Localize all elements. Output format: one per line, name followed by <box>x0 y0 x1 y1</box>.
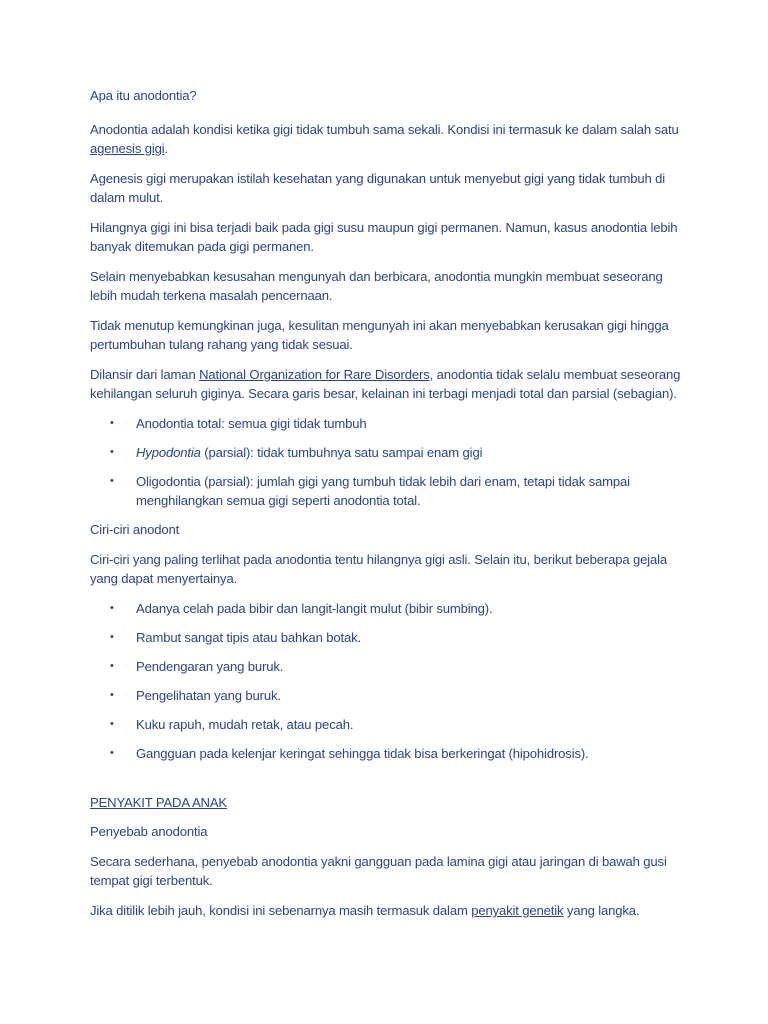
paragraph-nord-end: , anodontia tidak selalu membuat seseorang kehilangan seluruh giginya. Secara garis besar, kelainan ini terbagi menjadi total dan parsial (sebagian). <box>90 367 681 401</box>
hypodontia-desc: (parsial): tidak tumbuhnya satu sampai enam gigi <box>200 445 483 460</box>
paragraph-definition-end: . <box>164 141 168 156</box>
heading-cause: Penyebab anodontia <box>90 824 208 839</box>
paragraph-effects: Selain menyebabkan kesusahan mengunyah dan berbicara, anodontia mungkin membuat seseorang lebih mudah terkena masalah pencernaan. <box>90 269 663 303</box>
agenesis-gigi-link[interactable]: agenesis gigi <box>90 141 165 156</box>
paragraph-definition <box>90 120 690 158</box>
paragraph-definition-text: Anodontia adalah kondisi ketika gigi tidak tumbuh sama sekali. Kondisi ini termasuk ke dalam salah satu <box>90 122 679 137</box>
list-item: • Pengelihatan yang buruk. <box>90 686 690 705</box>
list-item: • Rambut sangat tipis atau bahkan botak. <box>90 628 690 647</box>
nord-link[interactable]: National Organization for Rare Disorders <box>199 367 430 382</box>
paragraph-cause: Secara sederhana, penyebab anodontia yakni gangguan pada lamina gigi atau jaringan di bawah gusi tempat gigi terbentuk. <box>90 854 667 888</box>
paragraph-nord-start: Dilansir dari laman <box>90 367 200 382</box>
hypodontia-term: Hypodontia <box>136 445 201 460</box>
paragraph-signs-intro: Ciri-ciri yang paling terlihat pada anodontia tentu hilangnya gigi asli. Selain itu, berikut beberapa gejala yang dapat menyertainya. <box>90 552 668 586</box>
list-item: • Kuku rapuh, mudah retak, atau pecah. <box>90 715 690 734</box>
list-item <box>90 443 690 462</box>
document-page <box>90 86 690 920</box>
paragraph-genetic-end: yang langka. <box>563 903 640 918</box>
heading-what-is-anodontia: Apa itu anodontia? <box>90 88 197 103</box>
penyakit-genetik-link[interactable]: penyakit genetik <box>471 903 564 918</box>
section-link-penyakit-pada-anak[interactable]: PENYAKIT PADA ANAK <box>90 795 228 810</box>
paragraph-loss: Hilangnya gigi ini bisa terjadi baik pada gigi susu maupun gigi permanen. Namun, kasus anodontia lebih banyak ditemukan pada gigi permanen. <box>90 220 678 254</box>
heading-signs: Ciri-ciri anodont <box>90 522 180 537</box>
list-item: • Gangguan pada kelenjar keringat sehingga tidak bisa berkeringat (hipohidrosis). <box>90 744 690 763</box>
signs-list <box>90 599 690 763</box>
paragraph-nord <box>90 365 690 403</box>
list-item: • Oligodontia (parsial): jumlah gigi yang tumbuh tidak lebih dari enam, tetapi tidak sampai menghilangkan semua gigi seperti anodontia total. <box>90 472 690 510</box>
paragraph-genetic-start: Jika ditilik lebih jauh, kondisi ini sebenarnya masih termasuk dalam <box>90 903 472 918</box>
list-item: • Pendengaran yang buruk. <box>90 657 690 676</box>
paragraph-genetic <box>90 901 690 920</box>
paragraph-chewing: Tidak menutup kemungkinan juga, kesulitan mengunyah ini akan menyebabkan kerusakan gigi hingga pertumbuhan tulang rahang yang tidak sesuai. <box>90 318 669 352</box>
list-item: • Adanya celah pada bibir dan langit-langit mulut (bibir sumbing). <box>90 599 690 618</box>
types-list <box>90 414 690 510</box>
paragraph-agenesis: Agenesis gigi merupakan istilah kesehatan yang digunakan untuk menyebut gigi yang tidak tumbuh di dalam mulut. <box>90 171 666 205</box>
list-item: • Anodontia total: semua gigi tidak tumbuh <box>90 414 690 433</box>
